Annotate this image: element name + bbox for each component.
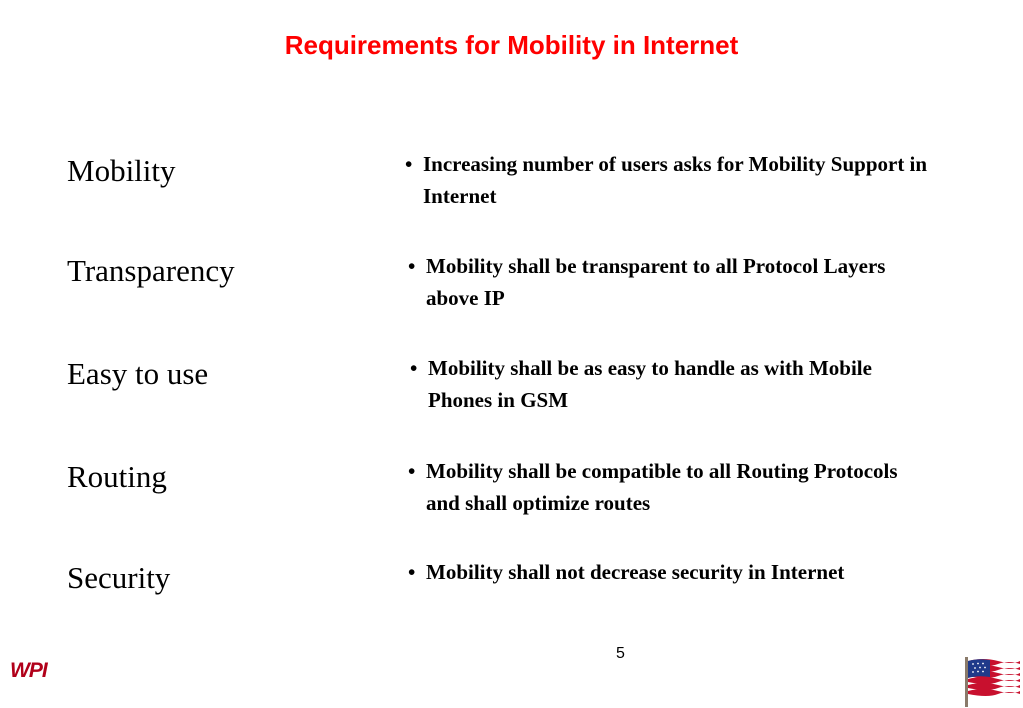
desc-mobility [405, 148, 965, 212]
desc-easy-to-use-text: Mobility shall be as easy to handle as with Mobile Phones in GSM [428, 356, 872, 412]
term-security: Security [67, 560, 171, 595]
desc-routing [408, 455, 918, 519]
desc-transparency-text: Mobility shall be transparent to all Protocol Layers above IP [426, 254, 886, 310]
desc-easy-to-use [410, 352, 910, 416]
page-number: 5 [616, 645, 625, 662]
desc-security-text: Mobility shall not decrease security in Internet [426, 560, 845, 584]
desc-routing-text: Mobility shall be compatible to all Routing Protocols and shall optimize routes [426, 459, 898, 515]
term-routing: Routing [67, 459, 167, 494]
wpi-logo: WPI [10, 659, 47, 682]
bullet-icon: • [408, 254, 416, 278]
desc-transparency [408, 250, 918, 314]
us-flag-icon [963, 655, 1021, 707]
desc-mobility-text: Increasing number of users asks for Mobility Support in Internet [423, 152, 928, 208]
bullet-icon: • [408, 459, 416, 483]
desc-security [408, 556, 998, 588]
term-transparency: Transparency [67, 253, 235, 288]
term-mobility: Mobility [67, 153, 176, 188]
bullet-icon: • [410, 356, 418, 380]
slide-title: Requirements for Mobility in Internet [284, 30, 739, 60]
bullet-icon: • [408, 560, 416, 584]
term-easy-to-use: Easy to use [67, 356, 209, 391]
bullet-icon: • [405, 152, 413, 176]
